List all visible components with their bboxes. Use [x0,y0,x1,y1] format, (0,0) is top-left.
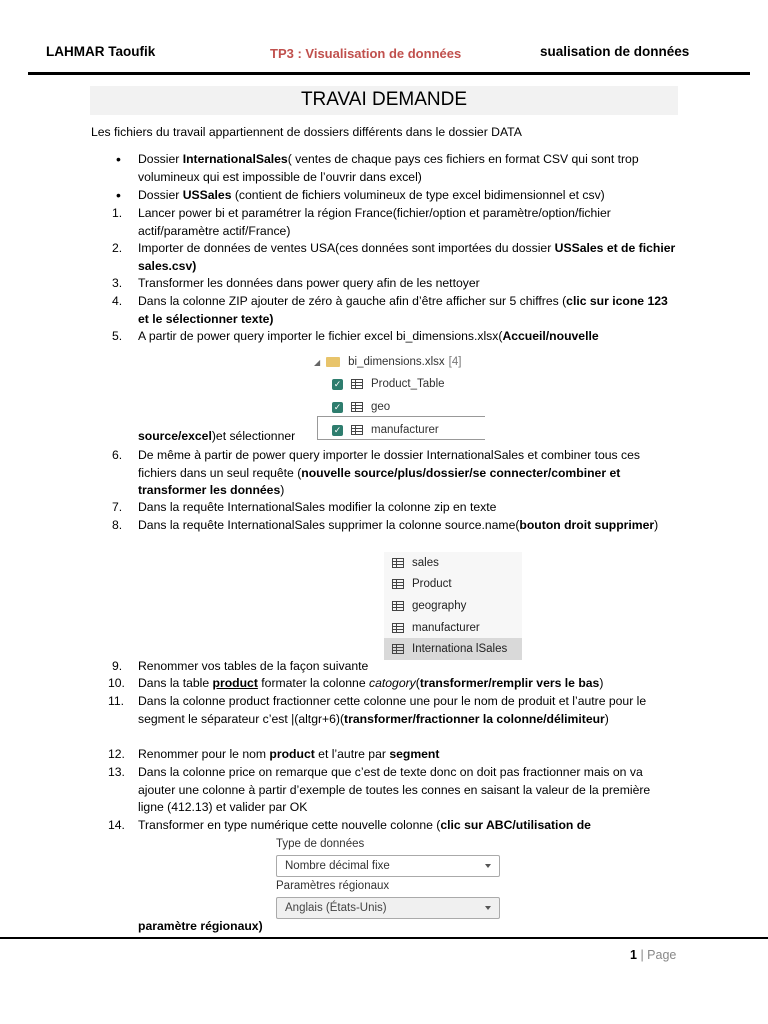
page-title: TRAVAI DEMANDE [300,89,468,110]
list-item-14-continued: paramètre régionaux) [138,919,263,933]
table-icon [351,379,363,389]
header-center-title: TP3 : Visualisation de données [270,46,462,61]
header-right-title: sualisation de données [540,44,690,59]
list-item-12: Renommer pour le nom product et l’autre par segment [138,747,440,761]
header-rule [28,72,750,75]
list-item-4: Dans la colonne ZIP ajouter de zéro à gauche afin d’être afficher sur 5 chiffres (clic sur icone 123 et le sélectionner texte) [138,294,668,326]
query-item[interactable] [384,617,522,639]
page-footer [630,948,676,962]
list-number: 2. [112,241,123,255]
bullet-mark: • [116,151,121,167]
footer-rule [0,937,768,939]
table-icon [392,601,404,611]
folder-name: bi_dimensions.xlsx [348,356,445,368]
list-number: 1. [112,206,123,220]
data-type-dropdown[interactable] [276,855,500,877]
table-icon [392,644,404,654]
bullet-international-sales: Dossier InternationalSales( ventes de chaque pays ces fichiers en format CSV qui sont trop volumineux qui est impossible de l’ouvrir dans excel) [138,152,639,184]
list-item-11: Dans la colonne product fractionner cette colonne une pour le nom de produit et l’autre pour le segment le séparateur c’est |(altgr+6)(transformer/fractionner la colonne/délimiteur) [138,694,647,726]
query-name: geography [412,600,467,612]
type-label: Type de données [276,838,365,850]
query-name: sales [412,557,439,569]
list-number: 12. [108,747,125,761]
data-type-figure [276,836,504,924]
list-item-7: Dans la requête InternationalSales modifier la colonne zip en texte [138,500,497,514]
list-item-5: A partir de power query importer le fichier excel bi_dimensions.xlsx(Accueil/nouvelle [138,329,599,343]
table-icon [392,623,404,633]
list-number: 8. [112,518,123,532]
tree-table-row[interactable] [332,374,445,394]
list-item-8: Dans la requête InternationalSales supprimer la colonne source.name(bouton droit supprimer) [138,518,659,532]
header-author: LAHMAR Taoufik [46,44,156,59]
query-item[interactable] [384,595,522,617]
list-number: 14. [108,818,125,832]
chevron-down-icon [485,864,491,868]
collapse-triangle-icon[interactable]: ◢ [314,357,321,367]
list-number: 13. [108,765,125,779]
page-label: Page [647,948,677,962]
query-name: manufacturer [412,622,480,634]
list-item-6: De même à partir de power query importer le dossier InternationalSales et combiner tous ces fichiers dans un seul requête (nouvelle source/plus/dossier/se connecter/combiner et transformer les données) [138,448,640,498]
query-name: Product [412,578,452,590]
list-number: 5. [112,329,123,343]
intro-text: Les fichiers du travail appartiennent de dossiers différents dans le dossier DATA [91,125,522,139]
title-bar [90,86,678,115]
list-number: 3. [112,276,123,290]
folder-count: [4] [448,356,462,368]
list-number: 10. [108,676,125,690]
query-name: Internationa lSales [412,643,508,655]
query-item-selected[interactable] [384,638,522,660]
table-name: Product_Table [371,378,445,390]
list-item-2: Importer de données de ventes USA(ces données sont importées du dossier USSales et de fichier sales.csv) [138,241,676,273]
list-item-10: Dans la table product formater la colonne catogory(transformer/remplir vers le bas) [138,676,604,690]
data-type-value: Nombre décimal fixe [285,860,390,872]
list-item-14: Transformer en type numérique cette nouvelle colonne (clic sur ABC/utilisation de [138,818,591,832]
footer-separator: | [640,948,644,962]
list-item-1: Lancer power bi et paramétrer la région France(fichier/option et paramètre/option/fichier actif/paramètre actif/France) [138,206,611,238]
bullet-mark: • [116,187,121,203]
table-icon [392,579,404,589]
list-number: 4. [112,294,123,308]
tree-table-row[interactable] [332,397,390,417]
table-icon [392,558,404,568]
folder-icon [326,357,340,367]
table-icon [351,402,363,412]
query-item[interactable] [384,573,522,595]
page-number: 1 [630,948,637,962]
table-name: geo [371,401,391,413]
list-number: 7. [112,500,123,514]
list-number: 9. [112,659,123,673]
bullet-us-sales: Dossier USSales (contient de fichiers volumineux de type excel bidimensionnel et csv) [138,188,605,202]
checkbox-checked-icon[interactable]: ✓ [333,401,342,412]
list-number: 11. [108,694,125,708]
list-item-3: Transformer les données dans power query afin de les nettoyer [138,276,480,290]
list-item-9: Renommer vos tables de la façon suivante [138,659,369,673]
list-number: 6. [112,448,123,462]
queries-list-figure [384,552,522,660]
tree-folder-row[interactable] [314,352,461,372]
checkbox-checked-icon[interactable]: ✓ [333,424,342,435]
query-item[interactable] [384,552,522,574]
table-name: manufacturer [371,424,439,436]
regional-value: Anglais (États-Unis) [285,902,387,914]
chevron-down-icon [485,906,491,910]
regional-label: Paramètres régionaux [276,880,390,892]
list-item-5-continued: source/excel)et sélectionner [138,429,296,443]
checkbox-checked-icon[interactable]: ✓ [333,378,342,389]
list-item-13: Dans la colonne price on remarque que c’est de texte donc on doit pas fractionner mais on va ajouter une colonne à partir d’exemple de toutes les connes en saisant la valeur de la première ligne (412.13) et valider par OK [138,765,651,815]
regional-settings-dropdown[interactable] [276,897,500,919]
